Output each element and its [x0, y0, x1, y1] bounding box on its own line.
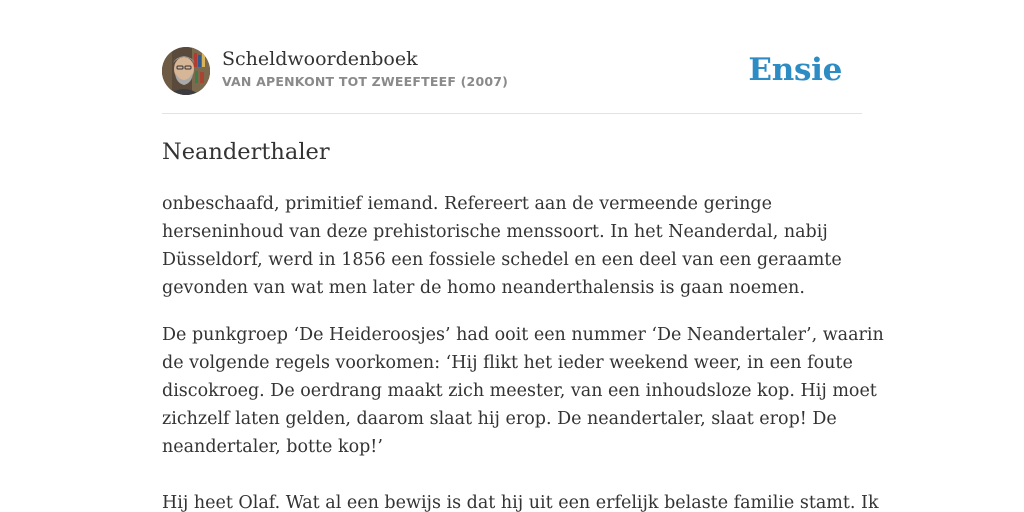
paragraph-line: gevonden van wat men later de homo neanderthalensis is gaan noemen.: [162, 278, 805, 298]
paragraph-line: herseninhoud van deze prehistorische menssoort. In het Neanderdal, nabij: [162, 222, 828, 242]
paragraph-line: onbeschaafd, primitief iemand. Refereert aan de vermeende geringe: [162, 194, 772, 214]
source-subtitle: VAN APENKONT TOT ZWEEFTEEF (2007): [222, 74, 509, 89]
source-title[interactable]: Scheldwoordenboek: [222, 48, 418, 70]
paragraph-line: discokroeg. De oerdrang maakt zich meester, van een inhoudsloze kop. Hij moet: [162, 381, 877, 401]
definition-paragraph-3: [162, 489, 879, 512]
paragraph-line: neandertaler, botte kop!’: [162, 437, 383, 457]
entry-definition: [162, 190, 884, 512]
author-avatar[interactable]: [162, 47, 210, 95]
author-portrait-icon: [162, 47, 210, 95]
ensie-logo-link[interactable]: Ensie: [748, 52, 842, 88]
paragraph-line: De punkgroep ‘De Heideroosjes’ had ooit een nummer ‘De Neandertaler’, waarin: [162, 325, 884, 345]
entry-term: Neanderthaler: [162, 139, 330, 165]
paragraph-line: de volgende regels voorkomen: ‘Hij flikt het ieder weekend weer, in een foute: [162, 353, 853, 373]
source-header: [162, 47, 862, 95]
header-divider: [162, 113, 862, 114]
paragraph-line: Hij heet Olaf. Wat al een bewijs is dat hij uit een erfelijk belaste familie stamt. Ik: [162, 493, 879, 512]
definition-paragraph-2: [162, 321, 884, 461]
definition-paragraph-1: [162, 190, 862, 302]
paragraph-line: Düsseldorf, werd in 1856 een fossiele schedel en een deel van een geraamte: [162, 250, 842, 270]
paragraph-line: zichzelf laten gelden, daarom slaat hij erop. De neandertaler, slaat erop! De: [162, 409, 837, 429]
